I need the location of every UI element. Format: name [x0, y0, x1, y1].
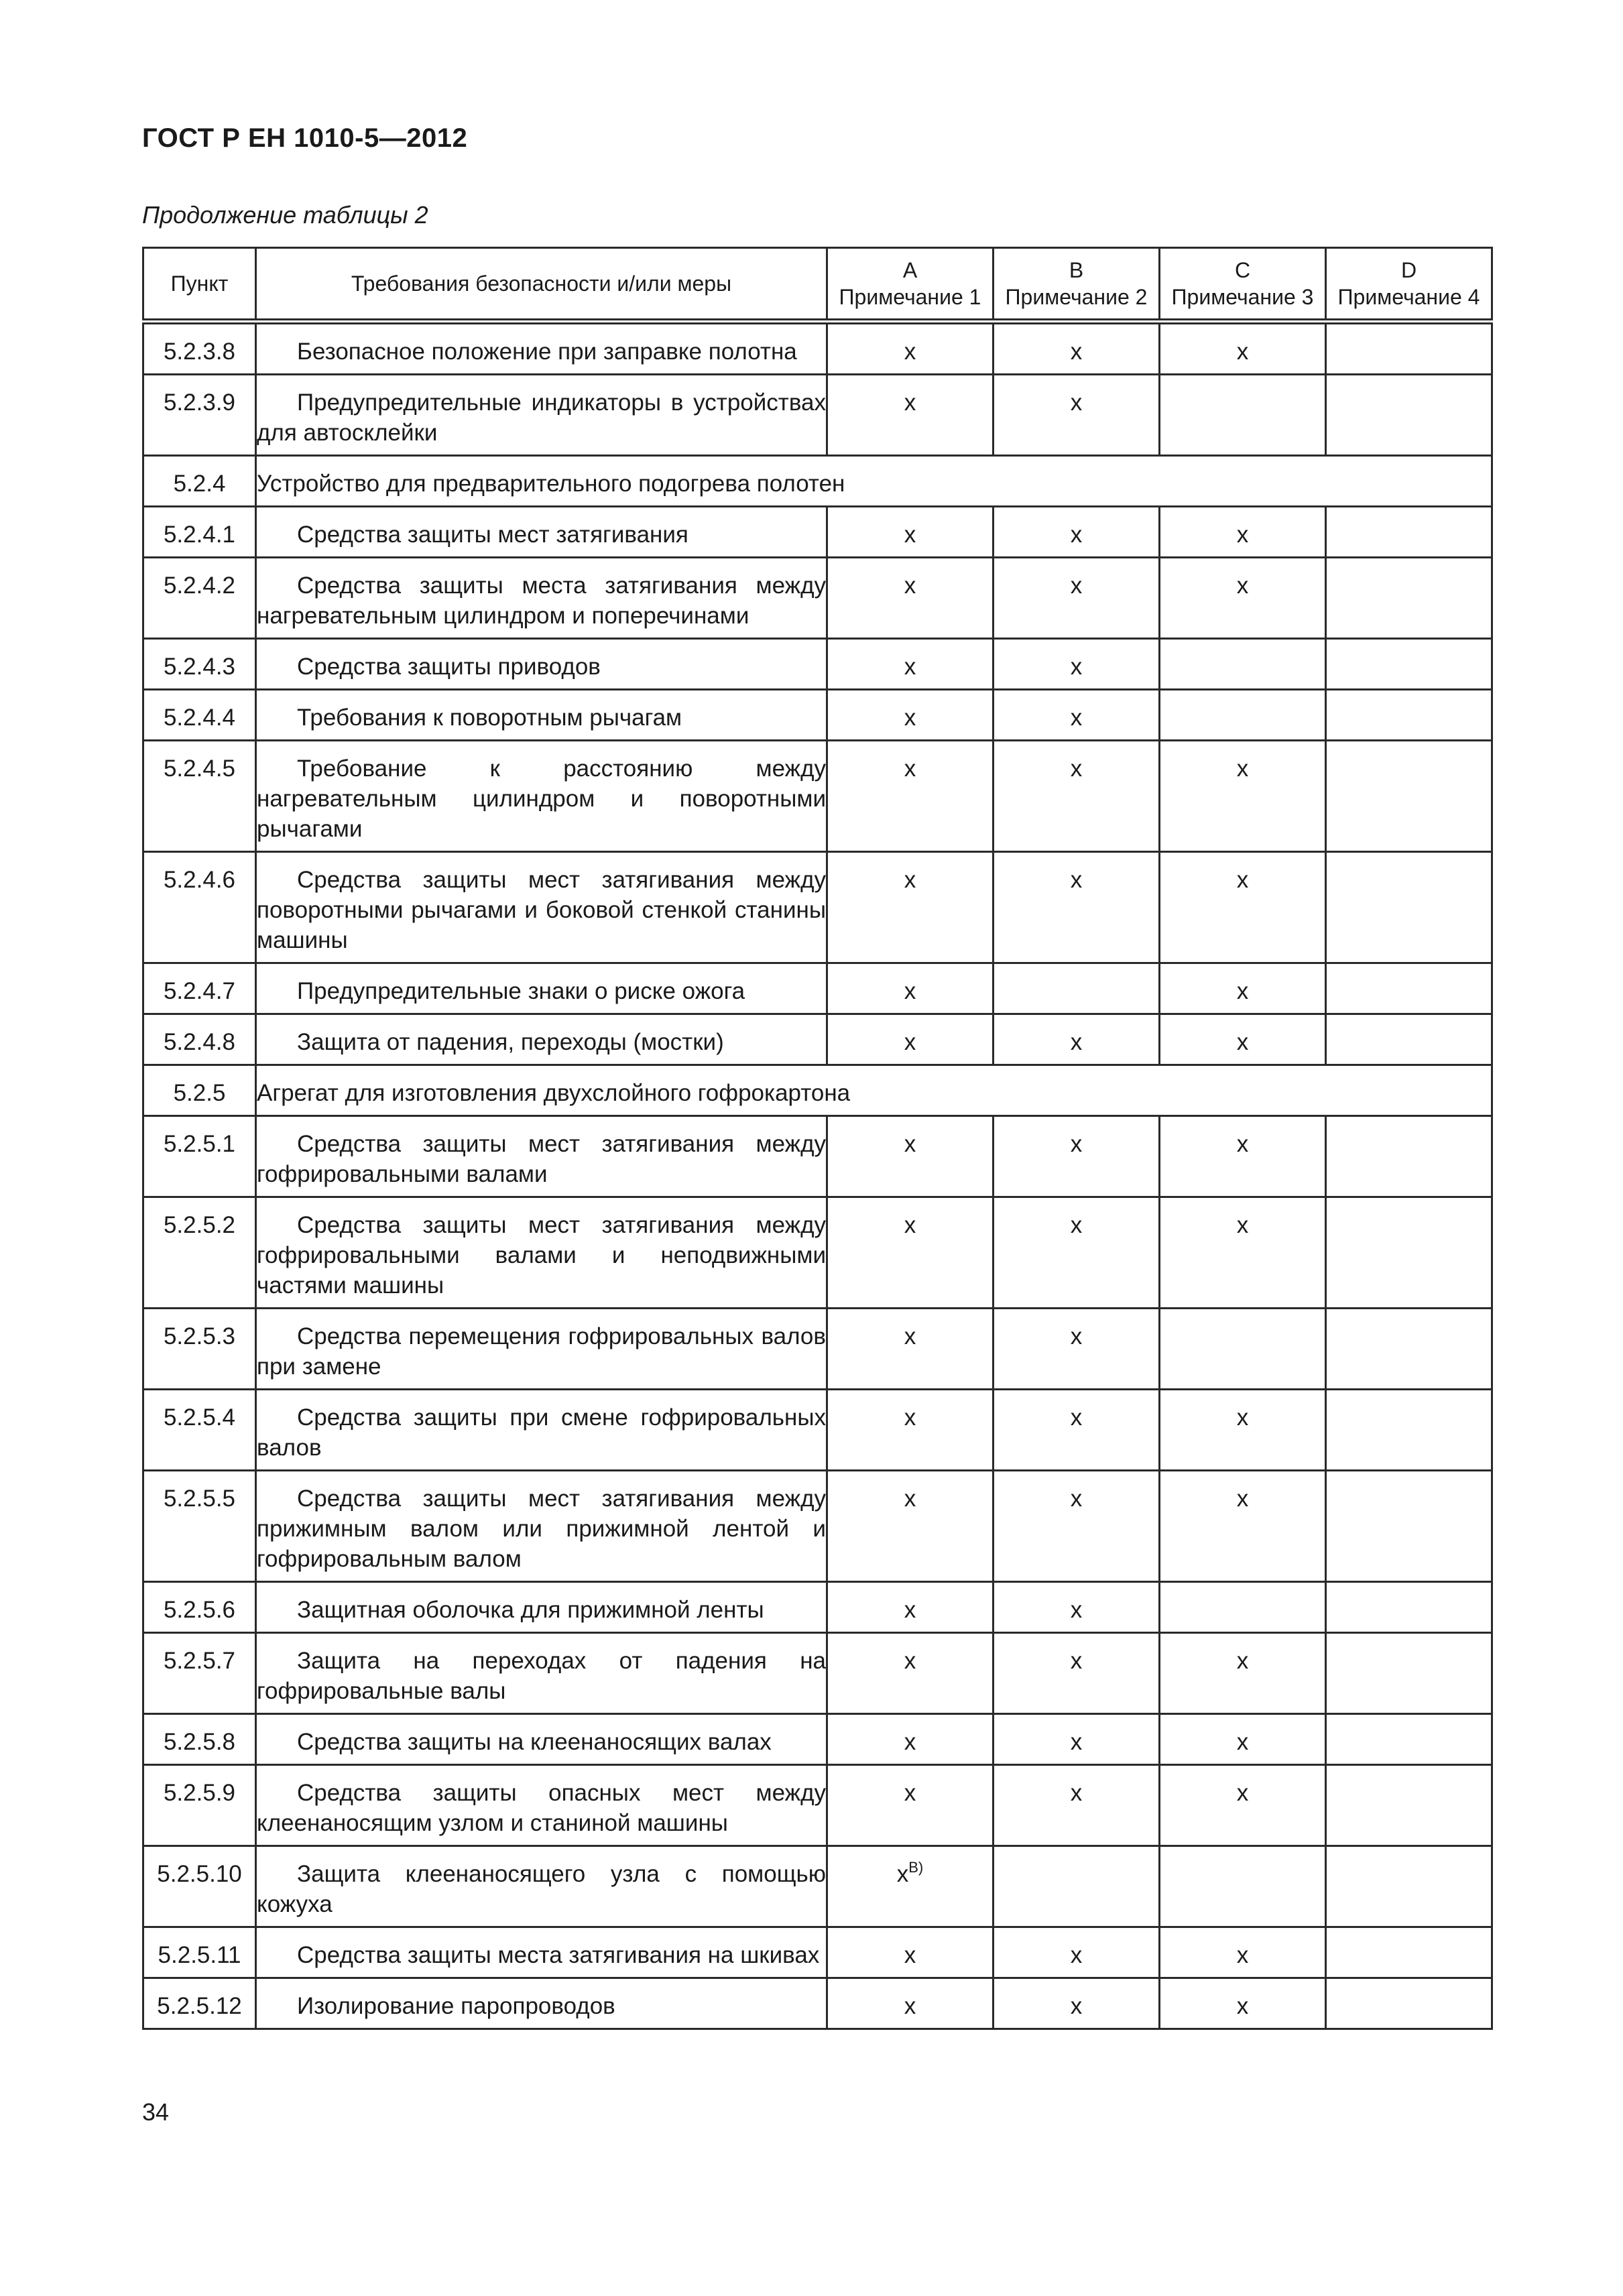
mark-a: x [904, 654, 916, 680]
table-row [143, 1309, 1492, 1390]
mark-column-b [994, 690, 1160, 741]
mark-c: x [1236, 572, 1249, 599]
mark-column-a [827, 507, 994, 558]
mark-column-c [1160, 639, 1326, 690]
mark-column-c [1160, 741, 1326, 852]
table-row [143, 1582, 1492, 1633]
row-requirement-text: Средства защиты мест затягивания между поворотными рычагами и боковой стенкой станины машины [257, 867, 826, 953]
table-row [143, 741, 1492, 852]
mark-column-b [994, 1846, 1160, 1927]
row-requirement-text: Средства защиты мест затягивания [297, 522, 688, 548]
mark-column-d [1326, 1765, 1492, 1846]
mark-column-a [827, 1978, 994, 2029]
row-requirement-text: Защита клеенаносящего узла с помощью кожуха [257, 1861, 826, 1917]
mark-b: x [1070, 1780, 1083, 1806]
mark-column-d [1326, 1633, 1492, 1714]
row-requirement-text: Защита на переходах от падения на гофрировальные валы [257, 1648, 826, 1704]
row-requirement [256, 1714, 827, 1765]
table-row [143, 852, 1492, 963]
document-code: ГОСТ Р ЕН 1010-5—2012 [142, 123, 468, 153]
mark-a: x [904, 756, 916, 782]
row-requirement-text: Средства защиты мест затягивания между гофрировальными валами и неподвижными частями машины [257, 1212, 826, 1298]
mark-column-a [827, 852, 994, 963]
mark-a: x [904, 1597, 916, 1623]
mark-column-b [994, 1471, 1160, 1582]
mark-column-c [1160, 963, 1326, 1014]
mark-column-b [994, 741, 1160, 852]
mark-c: x [1236, 1942, 1249, 1968]
mark-c: x [1236, 339, 1249, 365]
row-requirement [256, 1197, 827, 1309]
row-requirement-text: Безопасное положение при заправке полотна [297, 339, 797, 365]
row-item-number: 5.2.4 [143, 456, 256, 507]
mark-b: x [1070, 867, 1083, 893]
section-row [143, 1065, 1492, 1116]
mark-column-a [827, 1846, 994, 1927]
table-row [143, 1765, 1492, 1846]
mark-a: x [904, 1942, 916, 1968]
mark-column-c [1160, 1978, 1326, 2029]
mark-b: x [1070, 1597, 1083, 1623]
mark-column-b [994, 558, 1160, 639]
mark-c: x [1236, 1029, 1249, 1055]
row-item-number: 5.2.4.7 [143, 963, 256, 1014]
mark-column-d [1326, 558, 1492, 639]
mark-column-b [994, 1309, 1160, 1390]
mark-column-b [994, 1765, 1160, 1846]
table-row [143, 1014, 1492, 1065]
mark-column-d [1326, 1014, 1492, 1065]
mark-column-b [994, 375, 1160, 456]
row-requirement [256, 375, 827, 456]
mark-column-a [827, 322, 994, 375]
mark-a: x [904, 522, 916, 548]
row-requirement [256, 1390, 827, 1471]
mark-column-c [1160, 1014, 1326, 1065]
mark-c: x [1236, 1648, 1249, 1674]
mark-b: x [1070, 756, 1083, 782]
table-row [143, 1471, 1492, 1582]
mark-a: x [904, 867, 916, 893]
mark-column-a [827, 1927, 994, 1978]
section-title: Агрегат для изготовления двухслойного гофрокартона [256, 1065, 1492, 1116]
mark-a: x [904, 389, 916, 416]
row-requirement-text: Требования к поворотным рычагам [297, 705, 682, 731]
column-header-b-letter: B [1069, 258, 1084, 282]
row-requirement [256, 1927, 827, 1978]
row-requirement-text: Средства защиты мест затягивания между прижимным валом или прижимной лентой и гофрировальным валом [257, 1486, 826, 1572]
mark-column-c [1160, 322, 1326, 375]
mark-b: x [1070, 1729, 1083, 1755]
column-header-requirement [256, 248, 827, 322]
mark-column-c [1160, 1765, 1326, 1846]
mark-b: x [1070, 1029, 1083, 1055]
table-header-row [143, 248, 1492, 322]
mark-column-c [1160, 1927, 1326, 1978]
row-requirement-text: Защитная оболочка для прижимной ленты [297, 1597, 764, 1623]
mark-c: x [1236, 978, 1249, 1004]
mark-a: x [904, 705, 916, 731]
table-row [143, 690, 1492, 741]
mark-column-d [1326, 1390, 1492, 1471]
row-item-number: 5.2.5.1 [143, 1116, 256, 1197]
table-row [143, 1390, 1492, 1471]
mark-b: x [1070, 1942, 1083, 1968]
mark-a: x [904, 1993, 916, 2019]
row-requirement [256, 690, 827, 741]
table-row [143, 558, 1492, 639]
table-row [143, 1197, 1492, 1309]
mark-column-a [827, 1390, 994, 1471]
mark-c: x [1236, 867, 1249, 893]
mark-a: x [904, 978, 916, 1004]
row-requirement [256, 1633, 827, 1714]
row-requirement [256, 1309, 827, 1390]
row-item-number: 5.2.5.6 [143, 1582, 256, 1633]
row-item-number: 5.2.5.12 [143, 1978, 256, 2029]
mark-c: x [1236, 1404, 1249, 1431]
section-title: Устройство для предварительного подогрева полотен [256, 456, 1492, 507]
mark-b: x [1070, 1993, 1083, 2019]
column-header-d-letter: D [1400, 258, 1417, 282]
mark-column-a [827, 963, 994, 1014]
mark-column-d [1326, 1927, 1492, 1978]
row-item-number: 5.2.4.6 [143, 852, 256, 963]
mark-c: x [1236, 522, 1249, 548]
table-row [143, 1978, 1492, 2029]
mark-column-b [994, 1927, 1160, 1978]
table-body [143, 322, 1492, 2029]
row-requirement-text: Средства защиты на клеенаносящих валах [297, 1729, 772, 1755]
row-item-number: 5.2.5.5 [143, 1471, 256, 1582]
column-header-item-label: Пункт [170, 271, 229, 296]
row-requirement-text: Средства защиты опасных мест между клеенаносящим узлом и станиной машины [257, 1780, 826, 1836]
mark-column-b [994, 1390, 1160, 1471]
section-row [143, 456, 1492, 507]
mark-column-c [1160, 1714, 1326, 1765]
row-item-number: 5.2.4.5 [143, 741, 256, 852]
mark-column-a [827, 1471, 994, 1582]
mark-column-d [1326, 1197, 1492, 1309]
mark-b: x [1070, 1212, 1083, 1238]
row-requirement [256, 1014, 827, 1065]
mark-column-b [994, 1582, 1160, 1633]
mark-column-c [1160, 375, 1326, 456]
row-item-number: 5.2.3.8 [143, 322, 256, 375]
row-item-number: 5.2.4.8 [143, 1014, 256, 1065]
mark-b: x [1070, 389, 1083, 416]
row-item-number: 5.2.4.2 [143, 558, 256, 639]
mark-c: x [1236, 756, 1249, 782]
mark-column-d [1326, 1714, 1492, 1765]
mark-column-d [1326, 322, 1492, 375]
mark-a: x [904, 1404, 916, 1431]
mark-column-c [1160, 690, 1326, 741]
mark-column-b [994, 1978, 1160, 2029]
table-row [143, 639, 1492, 690]
table-row [143, 963, 1492, 1014]
row-requirement-text: Защита от падения, переходы (мостки) [297, 1029, 724, 1055]
mark-a: x [904, 1729, 916, 1755]
mark-column-d [1326, 1978, 1492, 2029]
mark-column-a [827, 1714, 994, 1765]
row-item-number: 5.2.5.11 [143, 1927, 256, 1978]
column-header-a-letter: A [902, 258, 918, 282]
mark-column-d [1326, 507, 1492, 558]
table-row [143, 322, 1492, 375]
mark-column-b [994, 1116, 1160, 1197]
mark-b: x [1070, 339, 1083, 365]
column-header-requirement-label: Требования безопасности и/или меры [351, 271, 732, 296]
mark-column-d [1326, 741, 1492, 852]
mark-column-c [1160, 558, 1326, 639]
mark-column-a [827, 558, 994, 639]
mark-column-a [827, 1309, 994, 1390]
mark-a: x [904, 1131, 916, 1157]
row-requirement-text: Средства защиты мест затягивания между гофрировальными валами [257, 1131, 826, 1187]
mark-column-b [994, 1633, 1160, 1714]
mark-b: x [1070, 572, 1083, 599]
mark-column-a [827, 375, 994, 456]
row-requirement [256, 741, 827, 852]
mark-b: x [1070, 1404, 1083, 1431]
mark-a: x [904, 339, 916, 365]
row-item-number: 5.2.4.3 [143, 639, 256, 690]
mark-column-a [827, 741, 994, 852]
row-requirement-text: Предупредительные знаки о риске ожога [297, 978, 745, 1004]
mark-column-c [1160, 1582, 1326, 1633]
page-number: 34 [142, 2098, 170, 2126]
row-item-number: 5.2.5.3 [143, 1309, 256, 1390]
mark-c: x [1236, 1212, 1249, 1238]
row-requirement-text: Требование к расстоянию между нагревательным цилиндром и поворотными рычагами [257, 756, 826, 842]
mark-column-d [1326, 1582, 1492, 1633]
row-item-number: 5.2.4.1 [143, 507, 256, 558]
row-requirement [256, 963, 827, 1014]
mark-b: x [1070, 654, 1083, 680]
column-header-item [143, 248, 256, 322]
row-requirement [256, 322, 827, 375]
mark-column-d [1326, 1846, 1492, 1927]
mark-column-b [994, 639, 1160, 690]
mark-column-d [1326, 963, 1492, 1014]
row-requirement-text: Средства перемещения гофрировальных валов при замене [257, 1323, 826, 1380]
row-item-number: 5.2.5.9 [143, 1765, 256, 1846]
mark-column-d [1326, 1309, 1492, 1390]
table-row [143, 1116, 1492, 1197]
mark-column-c [1160, 1846, 1326, 1927]
mark-column-c [1160, 1390, 1326, 1471]
column-header-d [1326, 248, 1492, 322]
table-row [143, 507, 1492, 558]
mark-column-d [1326, 1116, 1492, 1197]
column-header-a-note: Примечание 1 [839, 285, 981, 309]
mark-column-b [994, 963, 1160, 1014]
table-row [143, 1714, 1492, 1765]
row-requirement [256, 1471, 827, 1582]
mark-column-c [1160, 1197, 1326, 1309]
mark-b: x [1070, 1131, 1083, 1157]
row-requirement-text: Изолирование паропроводов [297, 1993, 615, 2019]
row-requirement-text: Средства защиты места затягивания на шкивах [297, 1942, 820, 1968]
mark-column-a [827, 690, 994, 741]
mark-a: x [904, 1212, 916, 1238]
mark-b: x [1070, 1648, 1083, 1674]
mark-column-b [994, 507, 1160, 558]
column-header-b [994, 248, 1160, 322]
row-requirement [256, 639, 827, 690]
mark-column-a [827, 639, 994, 690]
mark-column-a [827, 1765, 994, 1846]
mark-a: x [896, 1861, 909, 1887]
row-item-number: 5.2.5.8 [143, 1714, 256, 1765]
mark-column-c [1160, 507, 1326, 558]
row-requirement-text: Средства защиты приводов [297, 654, 601, 680]
mark-a: x [904, 1648, 916, 1674]
row-requirement [256, 1765, 827, 1846]
column-header-c-letter: C [1234, 258, 1251, 282]
mark-c: x [1236, 1729, 1249, 1755]
row-requirement [256, 1116, 827, 1197]
safety-requirements-table [142, 247, 1493, 2030]
mark-column-a [827, 1116, 994, 1197]
mark-column-b [994, 322, 1160, 375]
mark-column-a [827, 1197, 994, 1309]
mark-column-d [1326, 690, 1492, 741]
row-item-number: 5.2.5.7 [143, 1633, 256, 1714]
row-item-number: 5.2.3.9 [143, 375, 256, 456]
table-row [143, 375, 1492, 456]
mark-column-c [1160, 1116, 1326, 1197]
mark-c: x [1236, 1131, 1249, 1157]
row-requirement [256, 1846, 827, 1927]
column-header-d-note: Примечание 4 [1337, 285, 1480, 309]
mark-c: x [1236, 1993, 1249, 2019]
row-requirement [256, 558, 827, 639]
mark-column-c [1160, 1633, 1326, 1714]
mark-b: x [1070, 522, 1083, 548]
table-row [143, 1846, 1492, 1927]
mark-column-a [827, 1582, 994, 1633]
mark-column-c [1160, 852, 1326, 963]
footnote-reference: В) [908, 1859, 924, 1876]
mark-column-b [994, 1197, 1160, 1309]
mark-c: x [1236, 1780, 1249, 1806]
column-header-c [1160, 248, 1326, 322]
mark-a: x [904, 572, 916, 599]
row-item-number: 5.2.5.10 [143, 1846, 256, 1927]
mark-b: x [1070, 1486, 1083, 1512]
mark-column-a [827, 1633, 994, 1714]
mark-a: x [904, 1780, 916, 1806]
mark-a: x [904, 1029, 916, 1055]
column-header-b-note: Примечание 2 [1005, 285, 1148, 309]
column-header-c-note: Примечание 3 [1171, 285, 1314, 309]
mark-column-d [1326, 1471, 1492, 1582]
mark-column-b [994, 852, 1160, 963]
row-item-number: 5.2.5.2 [143, 1197, 256, 1309]
mark-column-d [1326, 852, 1492, 963]
row-requirement [256, 1978, 827, 2029]
mark-b: x [1070, 705, 1083, 731]
mark-column-c [1160, 1309, 1326, 1390]
table-row [143, 1927, 1492, 1978]
table-row [143, 1633, 1492, 1714]
mark-b: x [1070, 1323, 1083, 1349]
row-requirement-text: Предупредительные индикаторы в устройствах для автосклейки [257, 389, 826, 446]
mark-column-b [994, 1014, 1160, 1065]
mark-a: x [904, 1486, 916, 1512]
row-requirement [256, 1582, 827, 1633]
mark-a: x [904, 1323, 916, 1349]
mark-column-b [994, 1714, 1160, 1765]
row-requirement [256, 507, 827, 558]
row-item-number: 5.2.5.4 [143, 1390, 256, 1471]
mark-column-a [827, 1014, 994, 1065]
table-caption: Продолжение таблицы 2 [142, 201, 428, 229]
row-item-number: 5.2.5 [143, 1065, 256, 1116]
row-requirement [256, 852, 827, 963]
row-requirement-text: Средства защиты при смене гофрировальных валов [257, 1404, 826, 1461]
mark-c: x [1236, 1486, 1249, 1512]
column-header-a [827, 248, 994, 322]
mark-column-d [1326, 375, 1492, 456]
row-requirement-text: Средства защиты места затягивания между нагревательным цилиндром и поперечинами [257, 572, 826, 629]
mark-column-d [1326, 639, 1492, 690]
mark-column-c [1160, 1471, 1326, 1582]
row-item-number: 5.2.4.4 [143, 690, 256, 741]
